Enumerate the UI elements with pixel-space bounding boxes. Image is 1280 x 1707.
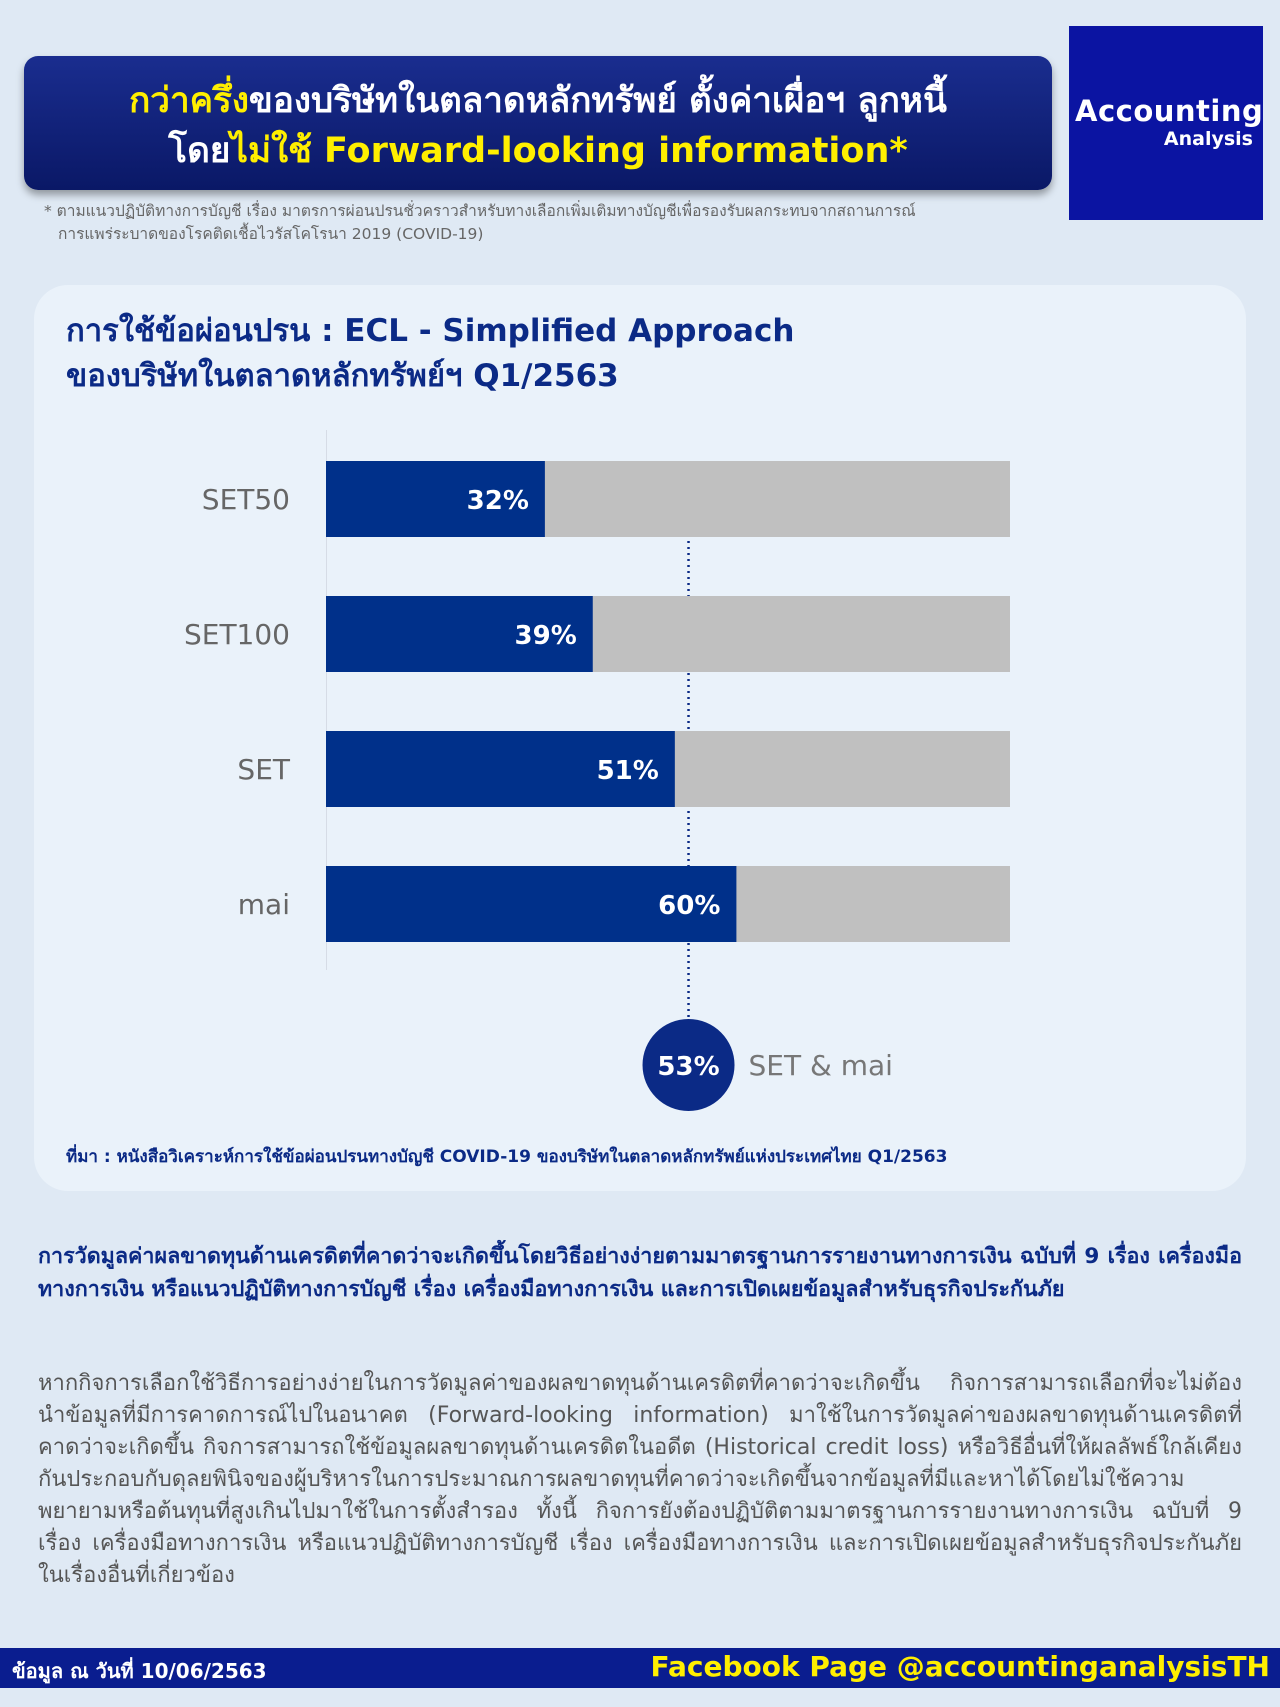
value-label-2: 51% xyxy=(596,756,659,786)
note-body: หากกิจการเลือกใช้วิธีการอย่างง่ายในการวัดมูลค่าของผลขาดทุนด้านเครดิตที่คาดว่าจะเกิดขึ้น กิจการสามารถเลือกที่จะไม่ต้องนำข้อมูลที่มีการคาดการณ์ไปในอนาคต (Forward-looking information) มาใช้ในการวัดมูลค่าของผลขาดทุนด้านเครดิตที่คาดว่าจะเกิดขึ้น กิจการสามารถใช้ข้อมูลผลขาดทุนด้านเครดิตในอดีต (Historical credit loss) หรือวิธีอื่นที่ให้ผลลัพธ์ใกล้เคียงกันประกอบกับดุลยพินิจของผู้บริหารในการประมาณการผลขาดทุนที่คาดว่าจะเกิดขึ้นจากข้อมูลที่มีและหาได้โดยไม่ใช้ความพยายามหรือต้นทุนที่สูงเกินไปมาใช้ในการตั้งสำรอง ทั้งนี้ กิจการยังต้องปฏิบัติตามมาตรฐานการรายงานทางการเงิน ฉบับที่ 9 เรื่อง เครื่องมือทางการเงิน หรือแนวปฏิบัติทางการบัญชี เรื่อง เครื่องมือทางการเงิน และการเปิดเผยข้อมูลสำหรับธุรกิจประกันภัยในเรื่องอื่นที่เกี่ยวข้อง xyxy=(38,1371,1242,1588)
headline-text-1: ของบริษัทในตลาดหลักทรัพย์ ตั้งค่าเผื่อฯ ลูกหนี้ xyxy=(248,81,947,121)
bar-chart xyxy=(34,285,1246,1135)
facebook-page-link[interactable]: Facebook Page @accountinganalysisTH xyxy=(650,1650,1270,1683)
reference-name-label: SET & mai xyxy=(748,1049,893,1082)
value-label-0: 32% xyxy=(466,486,529,516)
chart-title-line-2: ของบริษัทในตลาดหลักทรัพย์ฯ Q1/2563 xyxy=(66,358,619,394)
footer-bar xyxy=(0,1648,1280,1688)
logo-subword: Analysis xyxy=(1163,128,1253,150)
chart-source: ที่มา : หนังสือวิเคราะห์การใช้ข้อผ่อนปรนทางบัญชี COVID-19 ของบริษัทในตลาดหลักทรัพย์แห่งประเทศไทย Q1/2563 xyxy=(66,1147,948,1167)
value-label-1: 39% xyxy=(514,621,577,651)
headline-line-2 xyxy=(24,126,1052,176)
headline-prefix-2: โดย xyxy=(168,131,231,171)
footnote-line-2: การแพร่ระบาดของโรคติดเชื้อไวรัสโคโรนา 2019 (COVID-19) xyxy=(58,225,484,243)
note-heading: การวัดมูลค่าผลขาดทุนด้านเครดิตที่คาดว่าจะเกิดขึ้นโดยวิธีอย่างง่ายตามมาตรฐานการรายงานทางการเงิน ฉบับที่ 9 เรื่อง เครื่องมือทางการเงิน หรือแนวปฏิบัติทางการบัญชี เรื่อง เครื่องมือทางการเงิน และการเปิดเผยข้อมูลสำหรับธุรกิจประกันภัย xyxy=(38,1244,1242,1302)
category-label-0: SET50 xyxy=(201,483,290,516)
category-label-3: mai xyxy=(237,888,290,921)
reference-value-label: 53% xyxy=(657,1052,720,1082)
category-label-1: SET100 xyxy=(183,618,290,651)
footnote xyxy=(44,200,1064,246)
headline-banner xyxy=(24,56,1052,190)
headline-highlight-1: กว่าครึ่ง xyxy=(129,81,249,121)
category-label-2: SET xyxy=(237,753,290,786)
footnote-line-1: * ตามแนวปฏิบัติทางการบัญชี เรื่อง มาตรการผ่อนปรนชั่วคราวสำหรับทางเลือกเพิ่มเติมทางบัญชีเพื่อรองรับผลกระทบจากสถานการณ์ xyxy=(44,202,916,220)
footer-date: ข้อมูล ณ วันที่ 10/06/2563 xyxy=(12,1659,267,1683)
headline-line-1 xyxy=(24,76,1052,126)
logo-word: Accounting xyxy=(1075,94,1264,128)
value-label-3: 60% xyxy=(658,891,721,921)
chart-title-line-1: การใช้ข้อผ่อนปรน : ECL - Simplified Approach xyxy=(66,313,795,349)
headline-highlight-2: ไม่ใช้ Forward-looking information* xyxy=(230,131,908,171)
chart-panel xyxy=(34,285,1246,1191)
accounting-analysis-logo xyxy=(1069,26,1263,220)
